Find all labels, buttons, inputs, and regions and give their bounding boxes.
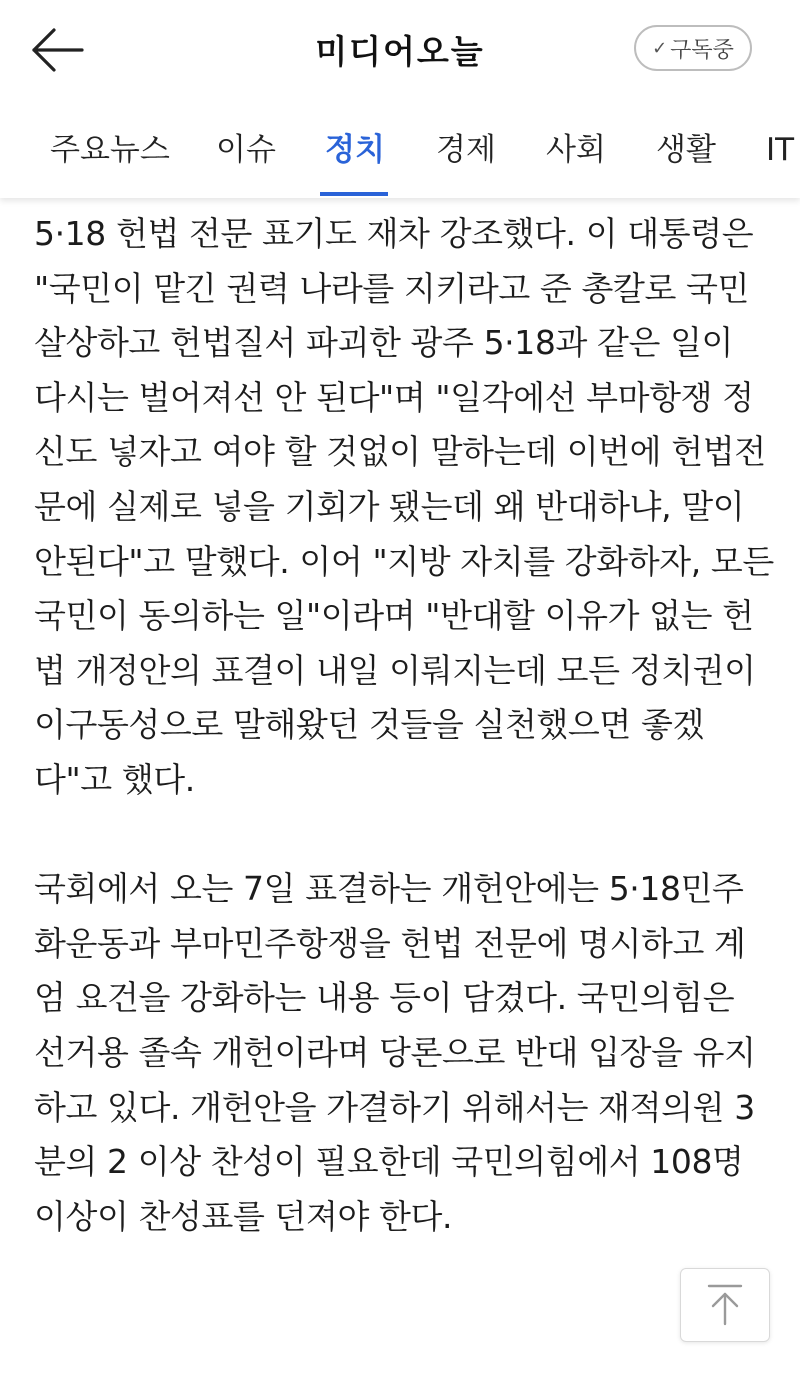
tab-society[interactable]: 사회 xyxy=(546,132,606,168)
app-header xyxy=(0,0,800,198)
back-button[interactable] xyxy=(24,22,88,78)
subscribe-label: 구독중 xyxy=(670,37,734,63)
tab-politics[interactable]: 정치 xyxy=(325,132,385,168)
app-title: 미디어오늘 xyxy=(315,32,485,71)
arrow-left-icon xyxy=(24,22,88,78)
arrow-up-to-top-icon xyxy=(705,1282,745,1328)
category-tabs xyxy=(0,110,800,198)
tab-issue[interactable]: 이슈 xyxy=(216,132,276,168)
active-tab-indicator xyxy=(320,192,388,196)
scroll-to-top-button[interactable] xyxy=(680,1268,770,1342)
article-paragraph: 5·18 헌법 전문 표기도 재차 강조했다. 이 대통령은 "국민이 맡긴 권력 나라를 지키라고 준 총칼로 국민 살상하고 헌법질서 파괴한 광주 5·18과 같은 일이 다시는 벌어져선 안 된다"며 "일각에선 부마항쟁 정신도 넣자고 여야 할 것없이 말하는데 이번에 헌법전문에 실제로 넣을 기회가 됐는데 왜 반대하냐, 말이 안된다"고 말했다. 이어 "지방 자치를 강화하자, 모든 국민이 동의하는 일"이라며 "반대할 이유가 없는 헌법 개정안의 표결이 내일 이뤄지는데 모든 정치권이 이구동성으로 말해왔던 것들을 실천했으면 좋겠다"고 했다. xyxy=(34,214,774,799)
tab-life[interactable]: 생활 xyxy=(656,132,716,168)
article-body xyxy=(34,207,774,1244)
article-paragraph: 국회에서 오는 7일 표결하는 개헌안에는 5·18민주화운동과 부마민주항쟁을 헌법 전문에 명시하고 계엄 요건을 강화하는 내용 등이 담겼다. 국민의힘은 선거용 졸속 개헌이라며 당론으로 반대 입장을 유지하고 있다. 개헌안을 가결하기 위해서는 재적의원 3분의 2 이상 찬성이 필요한데 국민의힘에서 108명 이상이 찬성표를 던져야 한다. xyxy=(34,869,756,1236)
tab-economy[interactable]: 경제 xyxy=(436,132,496,168)
tab-it[interactable]: IT xyxy=(766,132,795,168)
subscribe-button[interactable] xyxy=(634,25,752,71)
check-icon: ✓ xyxy=(652,37,668,59)
tab-main-news[interactable]: 주요뉴스 xyxy=(50,132,170,168)
